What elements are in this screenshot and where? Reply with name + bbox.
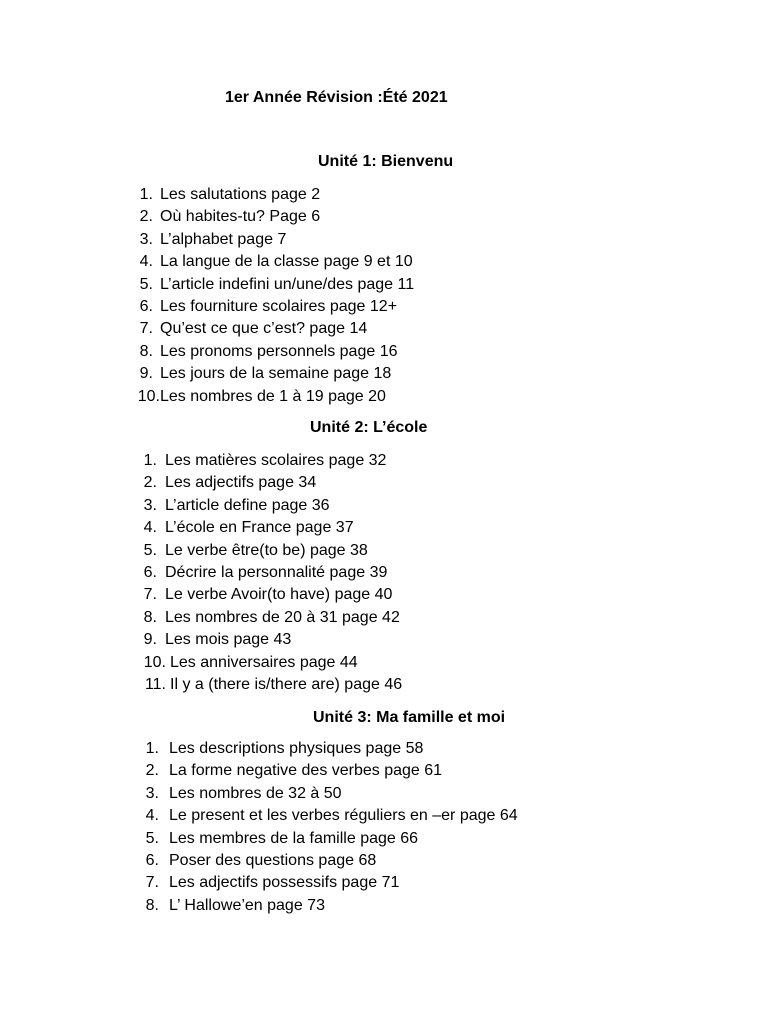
list-item-text: L’article define page 36 [165, 496, 330, 514]
list-item-text: Il y a (there is/there are) page 46 [170, 675, 403, 693]
list-item-number: 4. [145, 807, 159, 825]
unit-3-list [131, 738, 518, 917]
list-item-number: 8. [143, 608, 157, 626]
list-item-text: Poser des questions page 68 [169, 851, 377, 869]
list-item-number: 9. [139, 365, 153, 383]
list-item [131, 251, 414, 273]
list-item-number: 1. [143, 452, 157, 469]
list-item-text: Les pronoms personnels page 16 [160, 342, 398, 360]
list-item [131, 363, 414, 385]
list-item [131, 738, 518, 760]
list-item-number: 5. [143, 541, 157, 559]
list-item-text: Les adjectifs possessifs page 71 [169, 874, 400, 892]
list-item [131, 783, 518, 805]
list-item [131, 229, 414, 251]
list-item [131, 805, 518, 827]
unit-1-heading: Unité 1: Bienvenu [318, 153, 454, 170]
list-item-text: Les descriptions physiques page 58 [169, 740, 424, 757]
list-item-text: Le verbe Avoir(to have) page 40 [165, 586, 393, 604]
list-item [131, 540, 402, 562]
list-item-text: Décrire la personnalité page 39 [165, 563, 388, 581]
list-item-text: Qu’est ce que c’est? page 14 [160, 320, 368, 338]
list-item [131, 495, 402, 517]
list-item-number: 9. [143, 631, 157, 649]
list-item [131, 517, 402, 539]
list-item-text: Les adjectifs page 34 [165, 474, 317, 492]
list-item-number: 3. [143, 496, 157, 514]
list-item-number: 2. [143, 474, 157, 492]
list-item-number: 7. [143, 586, 157, 604]
list-item [131, 562, 402, 584]
unit-2-list [131, 450, 402, 696]
list-item-text: L’ Hallowe’en page 73 [169, 896, 325, 914]
list-item-number: 10. [143, 653, 166, 671]
list-item-number: 1. [139, 186, 153, 203]
list-item-number: 1. [145, 740, 159, 757]
list-item-number: 8. [145, 896, 159, 914]
unit-2-heading: Unité 2: L’école [310, 419, 428, 436]
list-item [131, 341, 414, 363]
list-item-number: 7. [145, 874, 159, 892]
list-item-number: 2. [139, 208, 153, 226]
list-item [131, 607, 402, 629]
list-item [131, 318, 414, 340]
list-item-text: Le verbe être(to be) page 38 [165, 541, 368, 559]
list-item [131, 629, 402, 651]
list-item [131, 674, 402, 696]
list-item [131, 296, 414, 318]
list-item-number: 10. [137, 387, 160, 405]
list-item-text: Les nombres de 1 à 19 page 20 [160, 387, 386, 405]
list-item-text: Où habites-tu? Page 6 [160, 208, 321, 226]
list-item [131, 274, 414, 296]
list-item-text: L’alphabet page 7 [160, 230, 287, 248]
list-item-text: Les membres de la famille page 66 [169, 829, 419, 847]
list-item-number: 6. [145, 851, 159, 869]
list-item-text: Les nombres de 20 à 31 page 42 [165, 608, 400, 626]
list-item-number: 4. [139, 253, 153, 271]
list-item-text: L’école en France page 37 [165, 519, 354, 537]
list-item-number: 7. [139, 320, 153, 338]
list-item [131, 450, 402, 472]
list-item-number: 11. [144, 675, 166, 693]
list-item [131, 652, 402, 674]
list-item [131, 184, 414, 206]
list-item [131, 206, 414, 228]
list-item-number: 5. [145, 829, 159, 847]
list-item-number: 3. [139, 230, 153, 248]
list-item-text: Les mois page 43 [165, 631, 292, 649]
list-item-text: Les fourniture scolaires page 12+ [160, 297, 398, 315]
list-item-text: L’article indefini un/une/des page 11 [160, 275, 415, 293]
list-item-text: Le present et les verbes réguliers en –er page 64 [169, 807, 518, 825]
list-item [131, 386, 414, 408]
list-item [131, 760, 518, 782]
list-item-text: La forme negative des verbes page 61 [169, 762, 443, 780]
list-item-number: 2. [145, 762, 159, 780]
unit-1-list [131, 184, 414, 408]
list-item-number: 6. [139, 297, 153, 315]
list-item-text: Les nombres de 32 à 50 [169, 784, 342, 802]
list-item [131, 895, 518, 917]
list-item-number: 4. [143, 519, 157, 537]
list-item-text: Les matières scolaires page 32 [165, 452, 387, 469]
list-item [131, 472, 402, 494]
list-item [131, 584, 402, 606]
list-item-number: 8. [139, 342, 153, 360]
list-item-text: La langue de la classe page 9 et 10 [160, 253, 413, 271]
list-item [131, 850, 518, 872]
list-item-number: 3. [145, 784, 159, 802]
list-item [131, 828, 518, 850]
list-item-text: Les jours de la semaine page 18 [160, 365, 392, 383]
unit-3-heading: Unité 3: Ma famille et moi [313, 709, 506, 726]
document-title: 1er Année Révision :Été 2021 [225, 89, 448, 106]
list-item-text: Les anniversaires page 44 [170, 653, 358, 671]
list-item [131, 872, 518, 894]
list-item-number: 5. [139, 275, 153, 293]
list-item-text: Les salutations page 2 [160, 186, 321, 203]
list-item-number: 6. [143, 563, 157, 581]
